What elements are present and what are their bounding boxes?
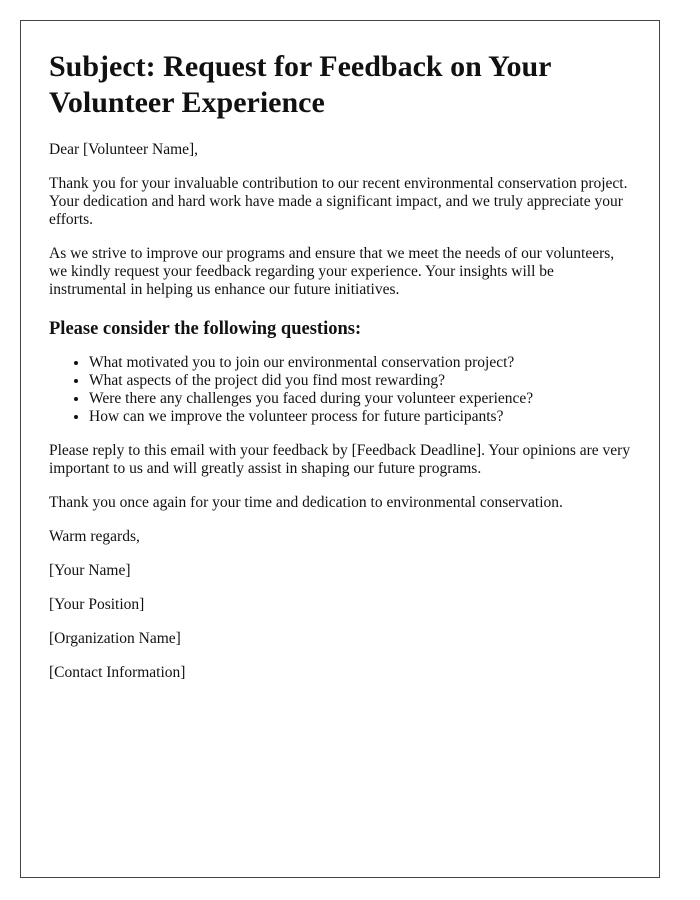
signature-position: [Your Position] xyxy=(49,596,145,613)
letter-subject: Subject: Request for Feedback on Your Volunteer Experience xyxy=(49,50,551,119)
request-paragraph: As we strive to improve our programs and ensure that we meet the needs of our volunteers, we kindly request your feedback regarding your experience. Your insights will be instrumental in helping us enhance our future initiatives. xyxy=(49,245,615,298)
question-item: • Were there any challenges you faced during your volunteer experience? xyxy=(89,390,631,408)
reply-paragraph: Please reply to this email with your feedback by [Feedback Deadline]. Your opinions are very important to us and will greatly assist in shaping our future programs. xyxy=(49,442,631,477)
signature-name: [Your Name] xyxy=(49,562,131,579)
letter-page xyxy=(20,20,660,878)
questions-list xyxy=(49,354,631,426)
question-item: • What motivated you to join our environmental conservation project? xyxy=(89,354,631,372)
question-item: • How can we improve the volunteer process for future participants? xyxy=(89,408,631,426)
question-item: • What aspects of the project did you find most rewarding? xyxy=(89,372,631,390)
letter-greeting: Dear [Volunteer Name], xyxy=(49,141,199,158)
thanks-paragraph: Thank you once again for your time and dedication to environmental conservation. xyxy=(49,494,563,511)
signature-contact: [Contact Information] xyxy=(49,664,186,681)
signature-organization: [Organization Name] xyxy=(49,630,181,647)
intro-paragraph: Thank you for your invaluable contribution to our recent environmental conservation project. Your dedication and hard work have made a significant impact, and we truly appreciate your efforts. xyxy=(49,175,628,228)
questions-heading: Please consider the following questions: xyxy=(49,319,362,339)
sign-off: Warm regards, xyxy=(49,528,140,545)
